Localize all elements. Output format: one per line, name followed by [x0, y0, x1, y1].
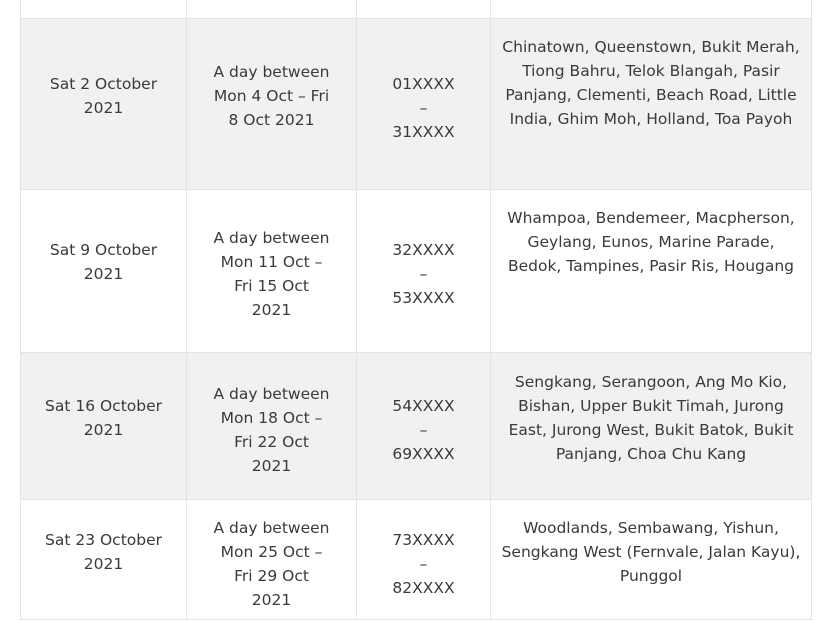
collection-date-cell — [21, 189, 187, 352]
collection-date: Sat 16 October 2021 — [44, 396, 163, 439]
delivery-window-cell — [187, 18, 357, 189]
postal-range: 32XXXX – 53XXXX — [392, 240, 455, 308]
table-cell — [491, 0, 812, 18]
delivery-window-cell — [187, 189, 357, 352]
collection-date-cell — [21, 499, 187, 619]
delivery-window-cell — [187, 499, 357, 619]
delivery-window: A day between Mon 11 Oct – Fri 15 Oct 2021 — [213, 228, 330, 320]
collection-date: Sat 9 October 2021 — [49, 240, 158, 283]
table-row — [21, 352, 812, 499]
postal-range: 73XXXX – 82XXXX — [392, 530, 455, 598]
areas-cell — [491, 352, 812, 499]
delivery-window: A day between Mon 18 Oct – Fri 22 Oct 2021 — [213, 384, 330, 476]
delivery-window: A day between Mon 4 Oct – Fri 8 Oct 2021 — [213, 62, 330, 130]
postal-range-cell — [357, 18, 491, 189]
postal-range-cell — [357, 499, 491, 619]
areas-cell — [491, 18, 812, 189]
areas-list: Sengkang, Serangoon, Ang Mo Kio, Bishan, Upper Bukit Timah, Jurong East, Jurong West, Bukit Batok, Bukit Panjang, Choa Chu Kang — [508, 372, 794, 464]
collection-date-cell — [21, 18, 187, 189]
postal-range: 01XXXX – 31XXXX — [392, 74, 455, 142]
table-cell — [21, 0, 187, 18]
schedule-table — [20, 0, 812, 620]
areas-cell — [491, 499, 812, 619]
table-row — [21, 18, 812, 189]
areas-cell — [491, 189, 812, 352]
table-row — [21, 189, 812, 352]
table-row — [21, 499, 812, 619]
collection-date: Sat 23 October 2021 — [44, 530, 163, 573]
collection-date: Sat 2 October 2021 — [49, 74, 158, 117]
table-cell — [357, 0, 491, 18]
schedule-table-container — [20, 0, 811, 620]
areas-list: Woodlands, Sembawang, Yishun, Sengkang West (Fernvale, Jalan Kayu), Punggol — [501, 518, 801, 586]
areas-list: Whampoa, Bendemeer, Macpherson, Geylang, Eunos, Marine Parade, Bedok, Tampines, Pasir Ris, Hougang — [507, 208, 795, 276]
delivery-window-cell — [187, 352, 357, 499]
postal-range-cell — [357, 189, 491, 352]
collection-date-cell — [21, 352, 187, 499]
table-cell — [187, 0, 357, 18]
postal-range-cell — [357, 352, 491, 499]
postal-range: 54XXXX – 69XXXX — [392, 396, 455, 464]
delivery-window: A day between Mon 25 Oct – Fri 29 Oct 2021 — [213, 518, 330, 610]
areas-list: Chinatown, Queenstown, Bukit Merah, Tiong Bahru, Telok Blangah, Pasir Panjang, Clementi, Beach Road, Little India, Ghim Moh, Holland, Toa Payoh — [502, 37, 800, 129]
table-row-stub — [21, 0, 812, 18]
